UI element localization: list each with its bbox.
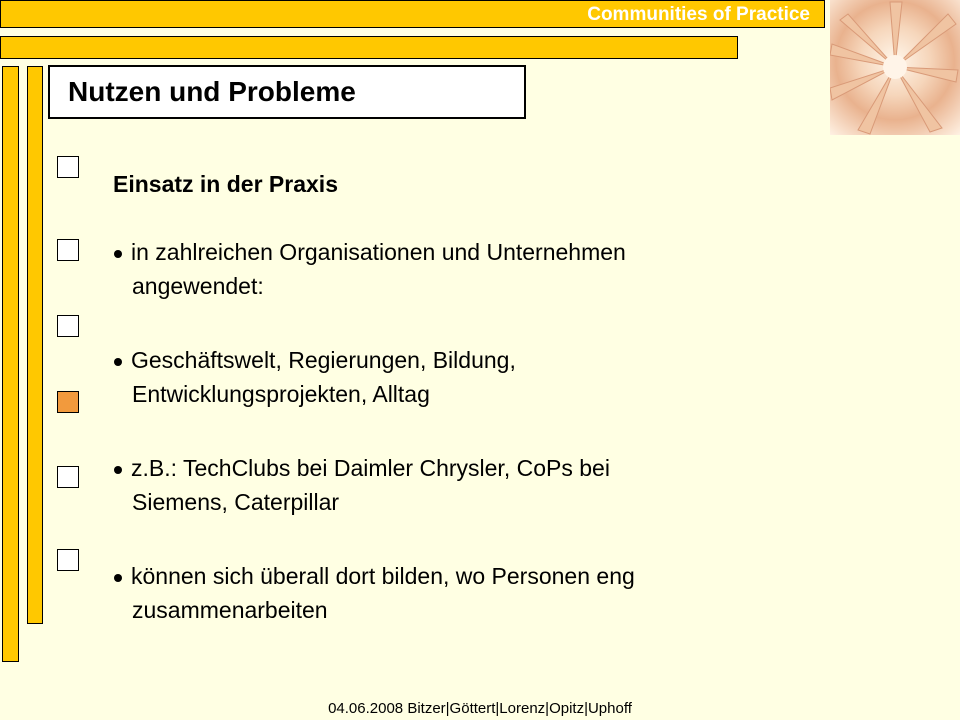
bullet-line: können sich überall dort bilden, wo Personen eng	[131, 563, 635, 589]
bullet-line: z.B.: TechClubs bei Daimler Chrysler, CoPs bei	[131, 455, 610, 481]
footer-text: 04.06.2008 Bitzer|Göttert|Lorenz|Opitz|Uphoff	[328, 700, 632, 717]
bullet-item	[113, 235, 813, 303]
slide-content	[113, 167, 813, 627]
nav-box-3[interactable]	[57, 315, 79, 337]
nav-box-4-active[interactable]	[57, 391, 79, 413]
bullet-line: Entwicklungsprojekten, Alltag	[132, 381, 430, 407]
left-accent-bar	[2, 66, 19, 662]
header-bar	[0, 0, 825, 28]
inner-accent-bar	[27, 66, 43, 624]
bullet-line: Geschäftswelt, Regierungen, Bildung,	[131, 347, 516, 373]
bullet-line: in zahlreichen Organisationen und Unternehmen	[131, 239, 626, 265]
nav-box-1[interactable]	[57, 156, 79, 178]
nav-box-5[interactable]	[57, 466, 79, 488]
bullet-line: zusammenarbeiten	[132, 597, 328, 623]
nav-box-2[interactable]	[57, 239, 79, 261]
bullet-item	[113, 451, 813, 519]
section-heading: Einsatz in der Praxis	[113, 171, 338, 197]
hands-circle-icon	[830, 0, 960, 135]
title-box	[48, 65, 526, 119]
bullet-line: Siemens, Caterpillar	[132, 489, 340, 515]
header-title: Communities of Practice	[587, 4, 810, 25]
bullet-dot-icon	[114, 358, 122, 366]
header-sub-bar	[0, 36, 738, 59]
bullet-item	[113, 343, 813, 411]
hands-photo	[830, 0, 960, 135]
bullet-dot-icon	[114, 250, 122, 258]
nav-box-6[interactable]	[57, 549, 79, 571]
bullet-line: angewendet:	[132, 273, 264, 299]
slide-title: Nutzen und Probleme	[68, 76, 356, 107]
bullet-item	[113, 559, 813, 627]
bullet-dot-icon	[114, 466, 122, 474]
bullet-dot-icon	[114, 574, 122, 582]
